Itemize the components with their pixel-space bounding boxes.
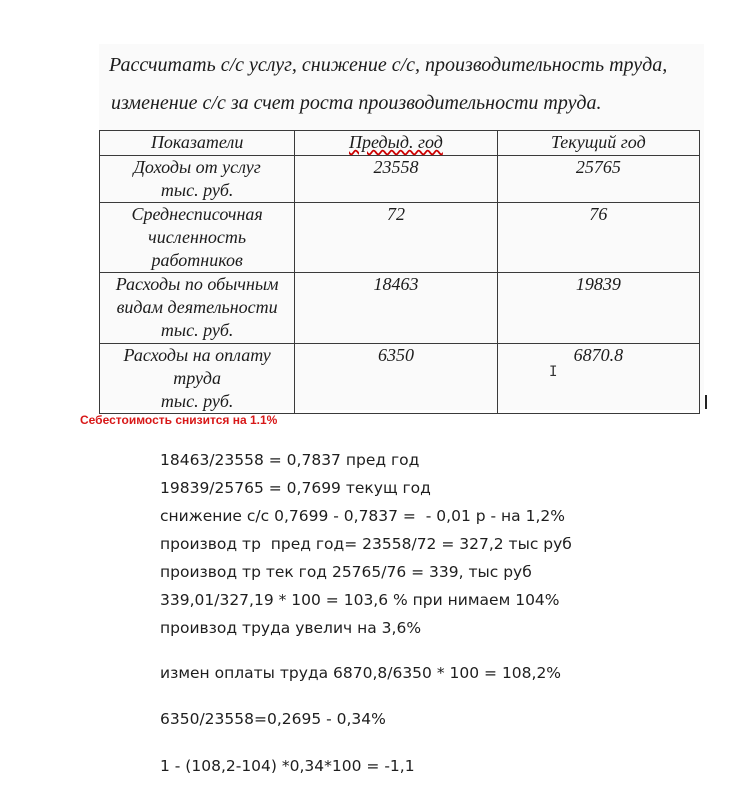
row-label-line: работников bbox=[151, 250, 243, 270]
row-label bbox=[100, 156, 295, 203]
table-row bbox=[100, 273, 700, 344]
previous-year-value: 72 bbox=[295, 203, 497, 273]
row-label-line: Расходы по обычным bbox=[115, 274, 279, 294]
text-cursor-icon: I bbox=[549, 364, 558, 380]
calculation-line: 1 - (108,2-104) *0,34*100 = -1,1 bbox=[160, 757, 415, 775]
row-label-line: труда bbox=[173, 368, 222, 388]
cost-reduction-note: Себестоимость снизится на 1.1% bbox=[80, 413, 278, 427]
calculation-line: 18463/23558 = 0,7837 пред год bbox=[160, 451, 420, 469]
header-current-year: Текущий год bbox=[497, 131, 699, 156]
calculation-line: снижение с/с 0,7699 - 0,7837 = - 0,01 р - на 1,2% bbox=[160, 507, 565, 525]
row-label bbox=[100, 344, 295, 414]
calculation-line: 339,01/327,19 * 100 = 103,6 % при нимаем 104% bbox=[160, 591, 560, 609]
row-label-line: численность bbox=[148, 227, 247, 247]
calculation-line: измен оплаты труда 6870,8/6350 * 100 = 108,2% bbox=[160, 664, 562, 682]
header-previous-year-text: Предыд. год bbox=[349, 132, 443, 152]
row-label-line: тыс. руб. bbox=[160, 180, 234, 200]
calculation-line: 19839/25765 = 0,7699 текущ год bbox=[160, 479, 431, 497]
table-row bbox=[100, 156, 700, 203]
calculation-line: производ тр тек год 25765/76 = 339, тыс руб bbox=[160, 563, 532, 581]
header-previous-year bbox=[295, 131, 497, 156]
task-title-line-1: Рассчитать с/с услуг, снижение с/с, производительность труда, bbox=[109, 54, 668, 76]
table-row bbox=[100, 344, 700, 414]
previous-year-value: 6350 bbox=[295, 344, 497, 414]
task-title-line-2: изменение с/с за счет роста производительности труда. bbox=[111, 92, 602, 114]
calculation-line: 6350/23558=0,2695 - 0,34% bbox=[160, 710, 386, 728]
current-year-value: 19839 bbox=[497, 273, 699, 344]
calculation-line: проивзод труда увелич на 3,6% bbox=[160, 619, 422, 637]
row-label-line: Расходы на оплату bbox=[123, 345, 271, 365]
row-label-line: Доходы от услуг bbox=[133, 157, 261, 177]
previous-year-value: 18463 bbox=[295, 273, 497, 344]
calculation-line: производ тр пред год= 23558/72 = 327,2 тыс руб bbox=[160, 535, 572, 553]
indicators-table bbox=[99, 130, 700, 414]
crop-edge-mark bbox=[705, 395, 707, 409]
table-header-row bbox=[100, 131, 700, 156]
row-label-line: тыс. руб. bbox=[160, 320, 234, 340]
row-label bbox=[100, 203, 295, 273]
current-year-value: 76 bbox=[497, 203, 699, 273]
row-label-line: видам деятельности bbox=[116, 297, 278, 317]
row-label bbox=[100, 273, 295, 344]
scanned-task-image bbox=[99, 44, 704, 410]
header-indicators: Показатели bbox=[100, 131, 295, 156]
row-label-line: тыс. руб. bbox=[160, 391, 234, 411]
current-year-value: 6870.8 bbox=[497, 344, 699, 414]
previous-year-value: 23558 bbox=[295, 156, 497, 203]
current-year-value: 25765 bbox=[497, 156, 699, 203]
row-label-line: Среднесписочная bbox=[131, 204, 263, 224]
table-row bbox=[100, 203, 700, 273]
